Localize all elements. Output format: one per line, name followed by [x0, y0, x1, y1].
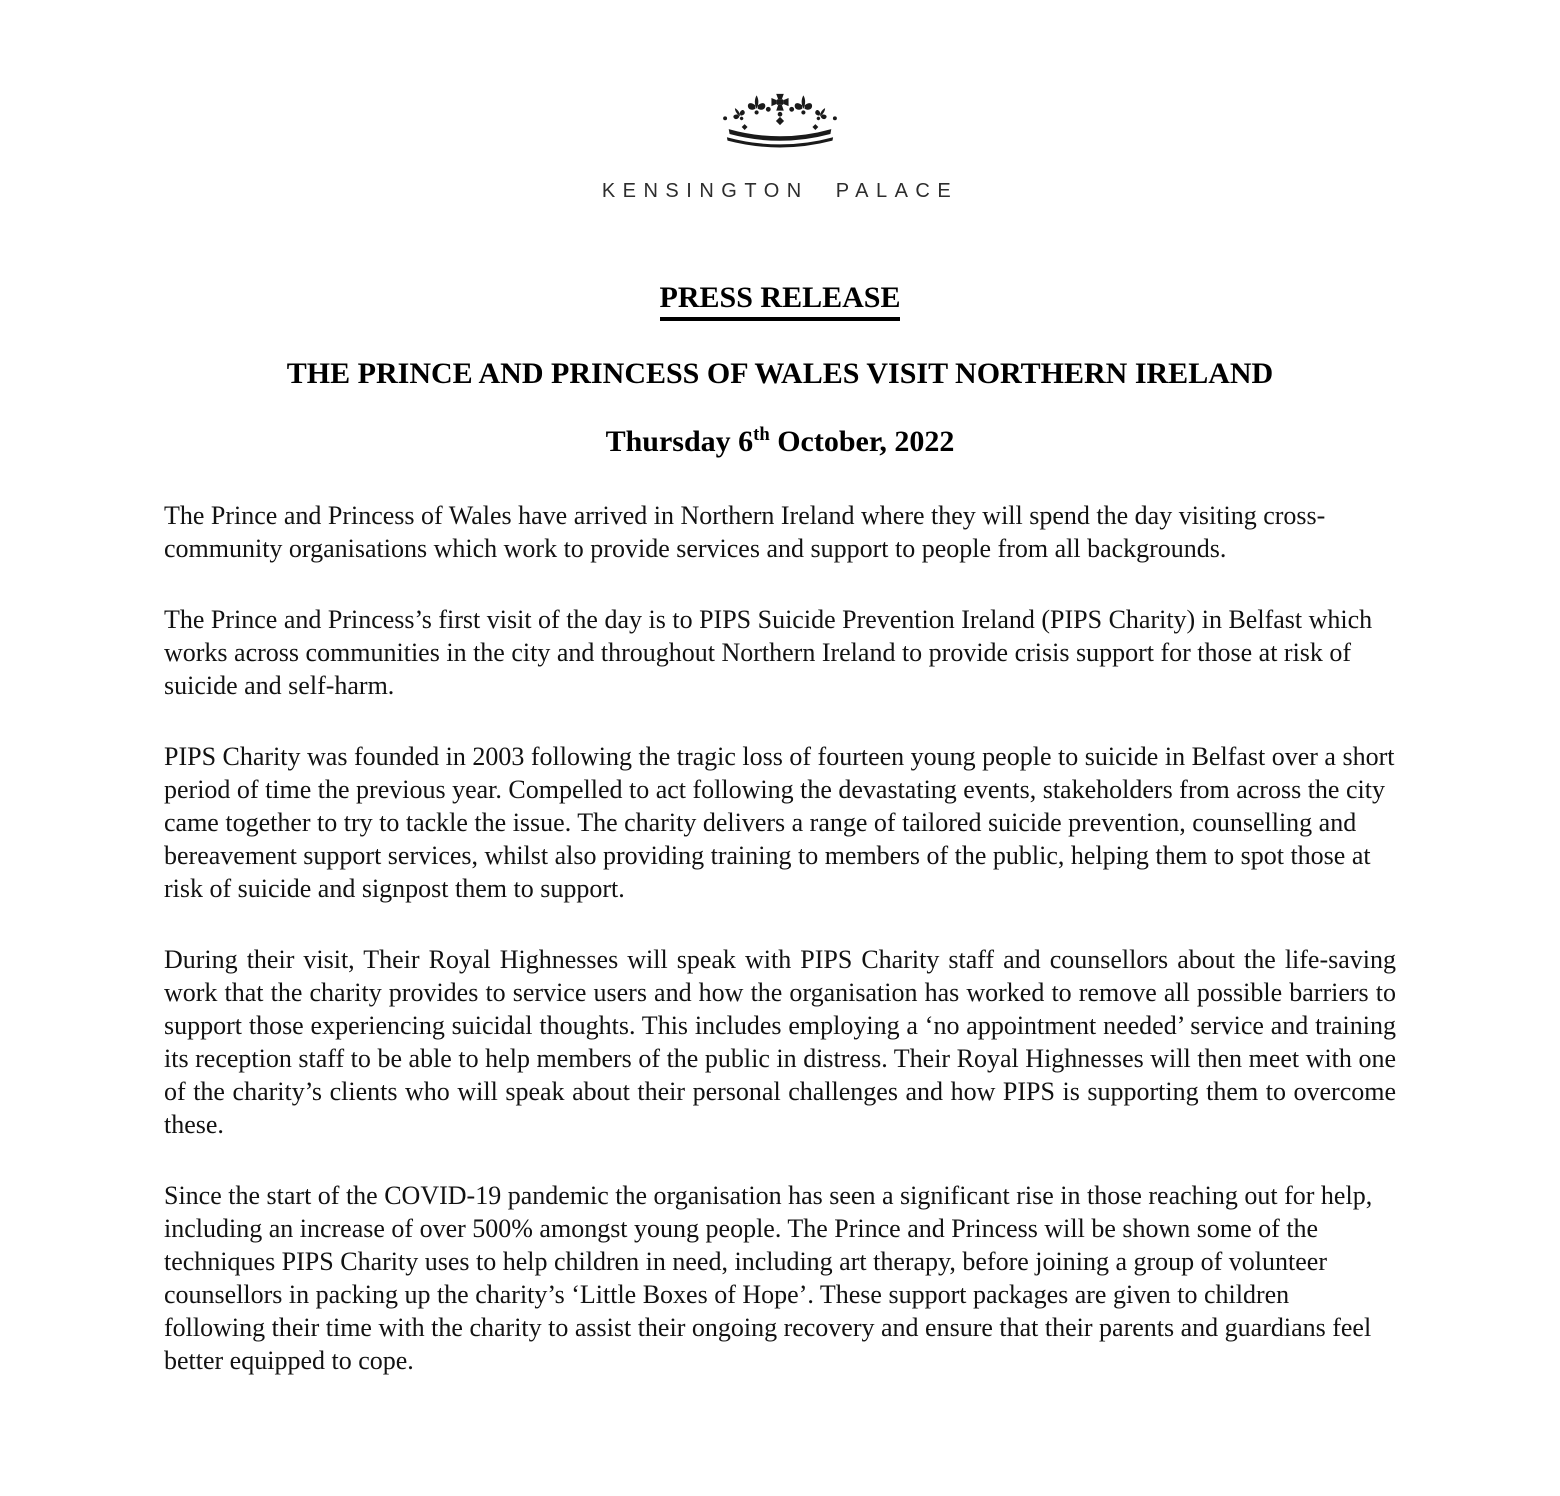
document-body: [164, 281, 1396, 1377]
date-suffix: October, 2022: [769, 425, 955, 458]
headline: THE PRINCE AND PRINCESS OF WALES VISIT NORTHERN IRELAND: [286, 357, 1274, 390]
date-prefix: Thursday 6: [605, 425, 754, 458]
letterhead-org-name: KENSINGTON PALACE: [601, 180, 959, 202]
date-ordinal-superscript: th: [753, 424, 770, 445]
letterhead: [0, 92, 1560, 203]
paragraph-visit-details: During their visit, Their Royal Highnesses will speak with PIPS Charity staff and counsellors about the life-saving work that the charity provides to service users and how the organisation has worked to remove all possible barriers to support those experiencing suicidal thoughts. This includes employing a ‘no appointment needed’ service and training its reception staff to be able to help members of the public in distress. Their Royal Highnesses will then meet with one of the charity’s clients who will speak about their personal challenges and how PIPS is supporting them to overcome these.: [164, 945, 1396, 1139]
doc-type-heading: [164, 281, 1396, 321]
royal-coronet-icon: [717, 92, 843, 150]
paragraph-arrival: The Prince and Princess of Wales have arrived in Northern Ireland where they will spend the day visiting cross-community organisations which work to provide services and support to people from all backgrounds.: [164, 501, 1326, 563]
date-line: [164, 425, 1396, 459]
paragraph-charity-history: PIPS Charity was founded in 2003 following the tragic loss of fourteen young people to suicide in Belfast over a short period of time the previous year. Compelled to act following the devastating events, stakeholders from across the city came together to try to tackle the issue. The charity delivers a range of tailored suicide prevention, counselling and bereavement support services, whilst also providing training to members of the public, helping them to spot those at risk of suicide and signpost them to support.: [164, 742, 1395, 903]
paragraph-first-visit: The Prince and Princess’s first visit of the day is to PIPS Suicide Prevention Ireland (PIPS Charity) in Belfast which works across communities in the city and throughout Northern Ireland to provide crisis support for those at risk of suicide and self-harm.: [164, 605, 1373, 700]
press-release-text: [164, 499, 1396, 1377]
paragraph-covid-impact: Since the start of the COVID-19 pandemic the organisation has seen a significant rise in those reaching out for help, including an increase of over 500% amongst young people. The Prince and Princess will be shown some of the techniques PIPS Charity uses to help children in need, including art therapy, before joining a group of volunteer counsellors in packing up the charity’s ‘Little Boxes of Hope’. These support packages are given to children following their time with the charity to assist their ongoing recovery and ensure that their parents and guardians feel better equipped to cope.: [164, 1181, 1373, 1375]
doc-type-title: PRESS RELEASE: [660, 281, 901, 321]
